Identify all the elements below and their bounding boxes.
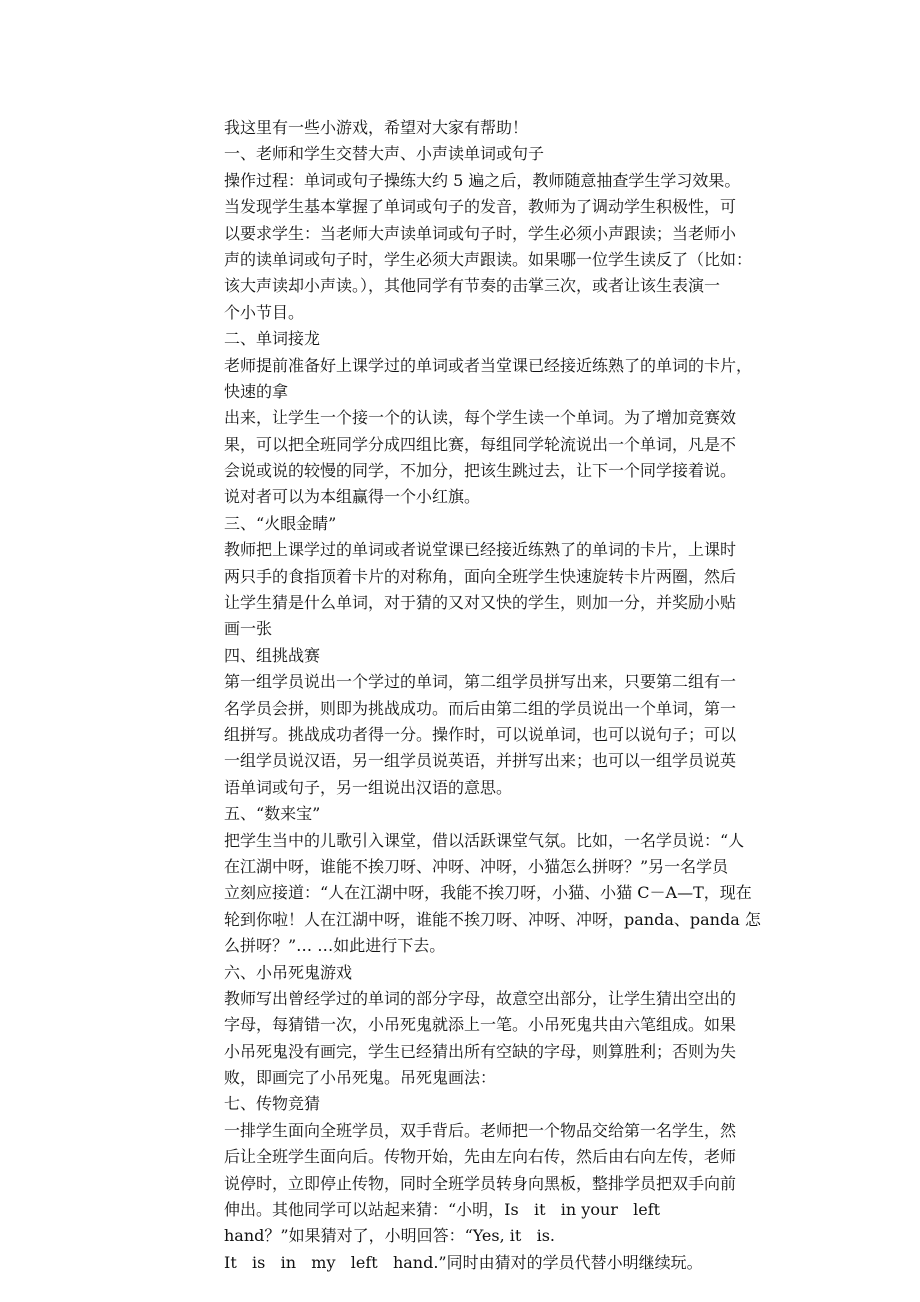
text-line: 一、老师和学生交替大声、小声读单词或句子 <box>224 144 545 164</box>
text-line: 第一组学员说出一个学过的单词，第二组学员拼写出来，只要第二组有一 <box>224 672 737 692</box>
text-line: 四、组挑战赛 <box>224 645 321 665</box>
text-line: 教师写出曾经学过的单词的部分字母，故意空出部分，让学生猜出空出的 <box>224 988 737 1008</box>
text-line: 三、“火眼金睛” <box>224 513 337 533</box>
text-line: 让学生猜是什么单词，对于猜的又对又快的学生，则加一分，并奖励小贴 <box>224 593 737 613</box>
text-line: 果，可以把全班同学分成四组比赛，每组同学轮流说出一个单词，凡是不 <box>224 434 737 454</box>
text-line: 个小节目。 <box>224 302 305 322</box>
text-line: 六、小吊死鬼游戏 <box>224 962 353 982</box>
text-line: 说对者可以为本组赢得一个小红旗。 <box>224 487 481 507</box>
text-line: 当发现学生基本掌握了单词或句子的发音，教师为了调动学生积极性，可 <box>224 197 737 217</box>
text-line: 轮到你啦！人在江湖中呀，谁能不挨刀呀、冲呀、冲呀，panda、panda 怎 <box>224 909 761 929</box>
text-line: 立刻应接道：“人在江湖中呀，我能不挨刀呀，小猫、小猫 C－A—T，现在 <box>224 883 752 903</box>
text-line: 说停时，立即停止传物，同时全班学员转身向黑板，整排学员把双手向前 <box>224 1173 737 1193</box>
text-line: 七、传物竞猜 <box>224 1094 321 1114</box>
text-line: 一排学生面向全班学员，双手背后。老师把一个物品交给第一名学生，然 <box>224 1120 737 1140</box>
text-line: 名学员会拼，则即为挑战成功。而后由第二组的学员说出一个单词，第一 <box>224 698 737 718</box>
text-line: 以要求学生：当老师大声读单词或句子时，学生必须小声跟读；当老师小 <box>224 223 737 243</box>
text-line: 语单词或句子，另一组说出汉语的意思。 <box>224 777 513 797</box>
text-line: 么拼呀？”… …如此进行下去。 <box>224 936 446 956</box>
text-line: 把学生当中的儿歌引入课堂，借以活跃课堂气氛。比如，一名学员说：“人 <box>224 830 745 850</box>
text-line: 字母，每猜错一次，小吊死鬼就添上一笔。小吊死鬼共由六笔组成。如果 <box>224 1015 737 1035</box>
text-line: 快速的拿 <box>224 381 289 401</box>
text-line: 一组学员说汉语，另一组学员说英语，并拼写出来；也可以一组学员说英 <box>224 751 737 771</box>
text-line: 伸出。其他同学可以站起来猜：“小明，Is it in your left <box>224 1200 661 1220</box>
text-line: 五、“数来宝” <box>224 804 321 824</box>
text-line: 后让全班学生面向后。传物开始，先由左向右传，然后由右向左传，老师 <box>224 1147 737 1167</box>
text-line: 我这里有一些小游戏，希望对大家有帮助！ <box>224 118 529 137</box>
document-body <box>224 115 830 1276</box>
text-line: 在江湖中呀，谁能不挨刀呀、冲呀、冲呀，小猫怎么拼呀？”另一名学员 <box>224 856 729 876</box>
text-line: 两只手的食指顶着卡片的对称角，面向全班学生快速旋转卡片两圈，然后 <box>224 566 737 586</box>
text-line: 教师把上课学过的单词或者说堂课已经接近练熟了的单词的卡片，上课时 <box>224 540 737 560</box>
text-line: 小吊死鬼没有画完，学生已经猜出所有空缺的字母，则算胜利；否则为失 <box>224 1041 737 1061</box>
text-line: 组拼写。挑战成功者得一分。操作时，可以说单词，也可以说句子；可以 <box>224 724 737 744</box>
text-line: 二、单词接龙 <box>224 329 321 349</box>
text-line: 声的读单词或句子时，学生必须大声跟读。如果哪一位学生读反了（比如： <box>224 249 753 269</box>
text-line: 老师提前准备好上课学过的单词或者当堂课已经接近练熟了的单词的卡片， <box>224 355 753 375</box>
text-line: 败，即画完了小吊死鬼。吊死鬼画法： <box>224 1068 497 1088</box>
text-line: 出来，让学生一个接一个的认读，每个学生读一个单词。为了增加竞赛效 <box>224 408 737 428</box>
text-line: 该大声读却小声读。），其他同学有节奏的击掌三次，或者让该生表演一 <box>224 276 721 296</box>
text-line: 会说或说的较慢的同学，不加分，把该生跳过去，让下一个同学接着说。 <box>224 461 737 481</box>
text-line: 画一张 <box>224 619 273 639</box>
text-line: 操作过程：单词或句子操练大约 5 遍之后，教师随意抽查学生学习效果。 <box>224 170 741 190</box>
text-line: It is in my left hand.”同时由猜对的学员代替小明继续玩。 <box>224 1252 703 1272</box>
text-line: hand？”如果猜对了，小明回答：“Yes, it is. <box>224 1226 555 1246</box>
